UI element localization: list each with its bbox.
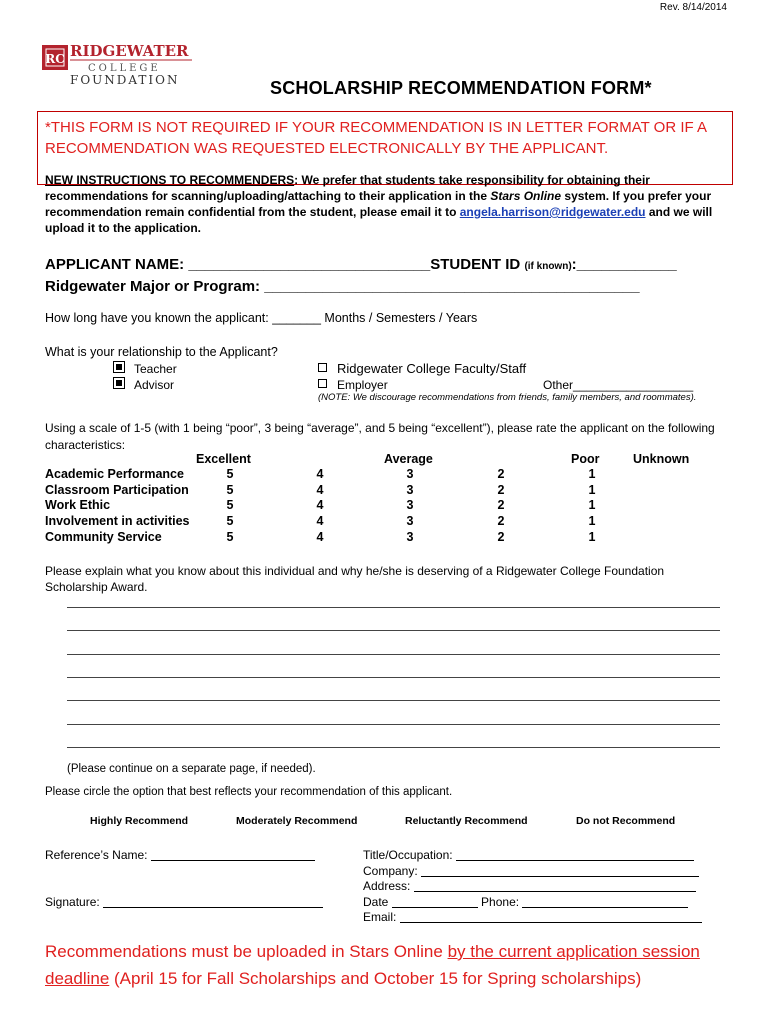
notice-text: *THIS FORM IS NOT REQUIRED IF YOUR RECOMMENDATION IS IN LETTER FORMAT OR IF A RECOMMENDATION WAS REQUESTED ELECTRONICALLY BY THE APPLICANT. [45, 119, 707, 157]
duration-question: How long have you known the applicant: [45, 311, 269, 325]
circle-prompt: Please circle the option that best reflects your recommendation of this applicant. [45, 786, 453, 798]
checkbox-icon[interactable] [318, 379, 327, 388]
reference-name-field[interactable] [151, 848, 315, 861]
rating-option[interactable]: 5 [226, 514, 234, 528]
email-field[interactable] [400, 910, 702, 923]
continue-note: (Please continue on a separate page, if needed). [67, 763, 316, 775]
faculty-label: Ridgewater College Faculty/Staff [337, 361, 527, 376]
rating-option[interactable]: 3 [406, 514, 414, 528]
option-faculty[interactable] [318, 361, 526, 376]
logo-initials: RC [45, 52, 65, 66]
footer-deadline: by the current application session deadline [45, 942, 700, 988]
rating-option[interactable]: 3 [406, 498, 414, 512]
rating-row-label: Involvement in activities [45, 514, 190, 528]
rating-option[interactable]: 4 [316, 514, 324, 528]
rating-option[interactable]: 2 [497, 467, 505, 481]
header-average: Average [384, 452, 433, 466]
logo-mark-icon [40, 42, 210, 92]
explanation-line[interactable] [67, 700, 720, 701]
duration-field[interactable]: _______ [272, 311, 321, 325]
checkbox-icon[interactable] [318, 363, 327, 372]
rating-option[interactable]: 2 [497, 530, 505, 544]
company-row [363, 864, 699, 878]
rating-option[interactable]: 5 [226, 467, 234, 481]
rating-row-label: Classroom Participation [45, 483, 189, 497]
phone-field[interactable] [522, 895, 688, 908]
applicant-section [45, 255, 677, 297]
rating-option[interactable]: 5 [226, 498, 234, 512]
phone-label: Phone: [481, 895, 520, 909]
explanation-line[interactable] [67, 724, 720, 725]
rating-option[interactable]: 1 [588, 498, 596, 512]
option-employer[interactable] [318, 378, 388, 392]
student-id-hint: (if known) [524, 261, 572, 272]
rating-option[interactable]: 4 [316, 483, 324, 497]
title-field[interactable] [456, 848, 694, 861]
rating-option[interactable]: 1 [588, 467, 596, 481]
signature-label: Signature: [45, 895, 100, 909]
footer-part1: Recommendations must be uploaded in Stars Online [45, 942, 448, 961]
upload-deadline-note [45, 938, 735, 992]
major-field[interactable]: Ridgewater Major or Program: _____________________________________________ [45, 278, 640, 295]
rating-option[interactable]: 1 [588, 530, 596, 544]
rating-option[interactable]: 4 [316, 467, 324, 481]
rating-option[interactable]: 2 [497, 514, 505, 528]
rating-option[interactable]: 1 [588, 514, 596, 528]
explanation-line[interactable] [67, 747, 720, 748]
header-poor: Poor [571, 452, 600, 466]
option-reluctantly-recommend[interactable]: Reluctantly Recommend [405, 815, 528, 827]
rating-option[interactable]: 4 [316, 530, 324, 544]
scale-instructions: Using a scale of 1-5 (with 1 being “poor”, 3 being “average”, and 5 being “excellent”), please rate the applicant on the following characteristics: [45, 421, 715, 452]
rating-option[interactable]: 4 [316, 498, 324, 512]
signature-row [45, 895, 323, 909]
applicant-line [45, 255, 677, 277]
option-other[interactable]: Other__________________ [543, 378, 694, 392]
duration-row [45, 311, 477, 325]
explain-prompt: Please explain what you know about this individual and why he/she is deserving of a Ridgewater College Foundation Scholarship Award. [45, 564, 665, 594]
address-field[interactable] [414, 879, 696, 892]
instructions-part1: : We prefer that students take responsibility for obtaining their recommendations for scanning/uploading/attaching to their application in the [45, 173, 650, 203]
instructions-part2: system. If you prefer your recommendation remain confidential from the student, please email it to [45, 189, 712, 219]
checkbox-icon[interactable] [114, 362, 124, 372]
header-excellent: Excellent [196, 452, 251, 466]
advisor-label: Advisor [134, 378, 175, 392]
explanation-line[interactable] [67, 630, 720, 631]
title-row [363, 848, 694, 862]
student-id-field[interactable]: :____________ [571, 256, 677, 273]
rating-option[interactable]: 3 [406, 467, 414, 481]
instructions-system: Stars Online [490, 189, 562, 203]
relationship-note: (NOTE: We discourage recommendations from friends, family members, and roommates). [318, 392, 697, 403]
option-advisor[interactable] [114, 378, 174, 392]
rating-option[interactable]: 2 [497, 483, 505, 497]
address-label: Address: [363, 879, 411, 893]
teacher-label: Teacher [134, 362, 177, 376]
option-moderately-recommend[interactable]: Moderately Recommend [236, 815, 358, 827]
date-field[interactable] [392, 895, 478, 908]
logo-college: COLLEGE [88, 63, 161, 74]
applicant-name-field[interactable]: APPLICANT NAME: _____________________________ [45, 256, 431, 273]
rating-option[interactable]: 5 [226, 530, 234, 544]
logo-ridgewater: RIDGEWATER [70, 42, 189, 60]
student-id-label: STUDENT ID [430, 256, 521, 273]
rating-option[interactable]: 2 [497, 498, 505, 512]
rating-row-label: Academic Performance [45, 467, 184, 481]
duration-units: Months / Semesters / Years [324, 311, 478, 325]
form-title: SCHOLARSHIP RECOMMENDATION FORM* [270, 78, 652, 98]
date-phone-row [363, 895, 688, 909]
date-label: Date [363, 895, 389, 909]
option-do-not-recommend[interactable]: Do not Recommend [576, 815, 676, 827]
explanation-line[interactable] [67, 677, 720, 678]
option-highly-recommend[interactable]: Highly Recommend [90, 815, 189, 827]
foundation-logo [40, 42, 210, 92]
rating-option[interactable]: 3 [406, 530, 414, 544]
email-row [363, 910, 702, 924]
instructions [45, 172, 735, 236]
title-label: Title/Occupation: [363, 848, 453, 862]
rating-option[interactable]: 5 [226, 483, 234, 497]
employer-label: Employer [337, 378, 388, 392]
header-unknown: Unknown [633, 452, 690, 466]
rating-row-label: Community Service [45, 530, 162, 544]
instructions-heading: NEW INSTRUCTIONS TO RECOMMENDERS [45, 173, 295, 187]
logo-foundation: FOUNDATION [70, 73, 180, 87]
email-link[interactable]: angela.harrison@ridgewater.edu [459, 205, 646, 219]
company-field[interactable] [421, 864, 699, 877]
relationship-question: What is your relationship to the Applicant? [45, 345, 278, 359]
rating-option[interactable]: 1 [588, 483, 596, 497]
reference-name-row [45, 848, 315, 862]
rating-option[interactable]: 3 [406, 483, 414, 497]
footer-part3: (April 15 for Fall Scholarships and October 15 for Spring scholarships) [109, 969, 642, 988]
revision-date: Rev. 8/14/2014 [659, 2, 727, 13]
explanation-line[interactable] [67, 607, 720, 608]
reference-name-label: Reference’s Name: [45, 848, 148, 862]
checkbox-icon[interactable] [114, 378, 124, 388]
instructions-part3: and we will upload it to the application. [45, 205, 713, 235]
option-teacher[interactable] [114, 362, 177, 376]
email-label: Email: [363, 910, 397, 924]
address-row [363, 879, 696, 893]
signature-field[interactable] [103, 895, 323, 908]
company-label: Company: [363, 864, 418, 878]
explanation-line[interactable] [67, 654, 720, 655]
rating-row-label: Work Ethic [45, 498, 111, 512]
